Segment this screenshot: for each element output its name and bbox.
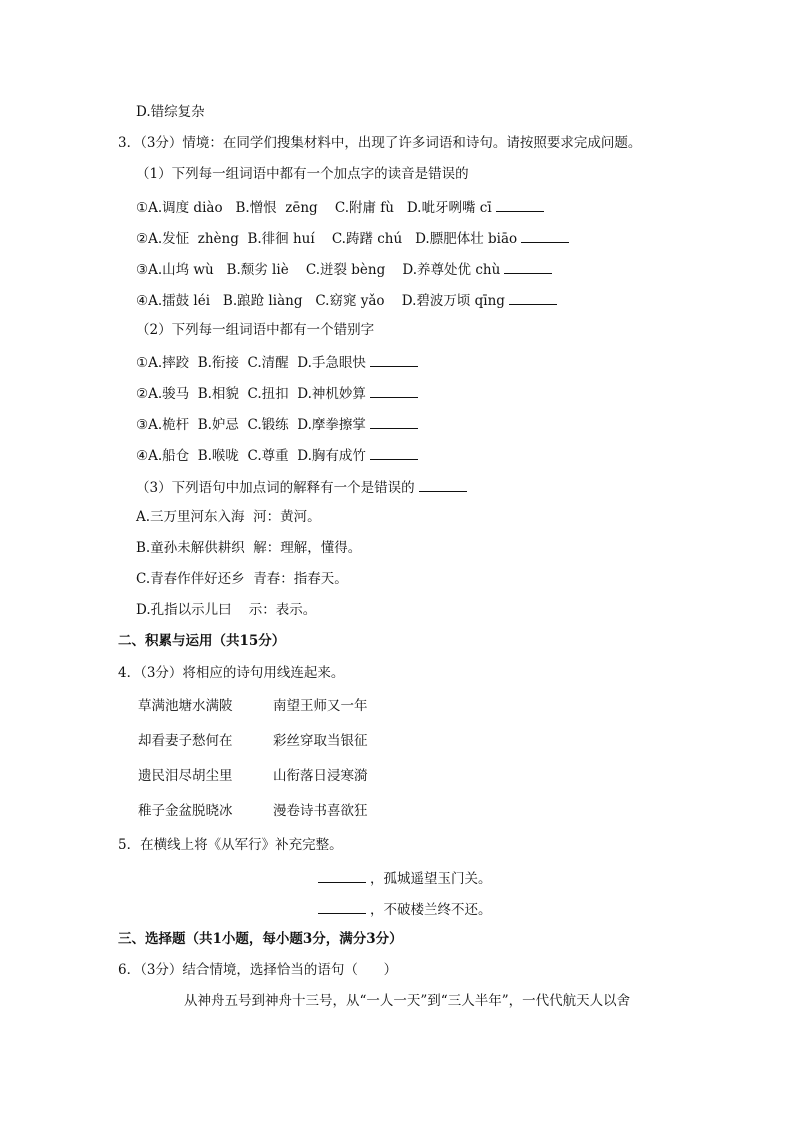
answer-blank[interactable]: [370, 414, 418, 429]
answer-blank[interactable]: [521, 228, 569, 243]
q5-line-1: ，孤城遥望玉门关。: [318, 868, 492, 888]
q4-left-3[interactable]: 遗民泪尽胡尘里: [138, 768, 233, 784]
answer-blank[interactable]: [504, 259, 552, 274]
q3-part2-row3: ③A.桅杆 B.妒忌 C.锻练 D.摩拳擦掌: [136, 414, 418, 434]
q3-part3-option-d: D.孔指以示儿曰 示：表示。: [136, 602, 317, 618]
q4-left-4[interactable]: 稚子金盆脱晓冰: [138, 803, 233, 819]
answer-blank[interactable]: [318, 899, 366, 914]
q3-part1-row2: ②A.发怔 zhèng B.徘徊 huí C.踌躇 chú D.膘肥体壮 biāo: [136, 228, 569, 248]
answer-blank[interactable]: [419, 477, 467, 492]
answer-blank[interactable]: [370, 352, 418, 367]
q4-right-2[interactable]: 彩丝穿取当银征: [273, 733, 368, 749]
q3-part3-option-b: B.童孙未解供耕织 解：理解，懂得。: [136, 540, 362, 556]
q3-part2-row4: ④A.船仓 B.喉咙 C.尊重 D.胸有成竹: [136, 445, 418, 465]
q5-line-2: ，不破楼兰终不还。: [318, 899, 492, 919]
q3-part1-title: （1）下列每一组词语中都有一个加点字的读音是错误的: [136, 166, 469, 182]
answer-blank[interactable]: [370, 383, 418, 398]
question-6-stem: 6．（3分）结合情境，选择恰当的语句（ ）: [118, 962, 398, 978]
q3-part3-title: （3）下列语句中加点词的解释有一个是错误的: [136, 477, 467, 497]
section-2-heading: 二、积累与运用（共15分）: [118, 633, 286, 649]
q3-part1-row1: ①A.调度 diào B.憎恨 zēng C.附庸 fù D.呲牙咧嘴 cī: [136, 197, 544, 217]
answer-blank[interactable]: [318, 868, 366, 883]
q3-part2-row1: ①A.摔跤 B.衔接 C.清醒 D.手急眼快: [136, 352, 418, 372]
q4-left-1[interactable]: 草满池塘水满陂: [138, 698, 233, 714]
answer-blank[interactable]: [509, 290, 557, 305]
q3-part1-row3: ③A.山坞 wù B.颓劣 liè C.迸裂 bèng D.养尊处优 chù: [136, 259, 552, 279]
q4-right-1[interactable]: 南望王师又一年: [273, 698, 368, 714]
answer-blank[interactable]: [370, 445, 418, 460]
q3-part2-row2: ②A.骏马 B.相貌 C.扭扣 D.神机妙算: [136, 383, 418, 403]
question-4-stem: 4．（3分）将相应的诗句用线连起来。: [118, 665, 345, 681]
q3-part3-option-c: C.青春作伴好还乡 青春：指春天。: [136, 571, 348, 587]
q3-part3-option-a: A.三万里河东入海 河：黄河。: [136, 509, 321, 525]
question-5-stem: 5．在横线上将《从军行》补充完整。: [118, 837, 343, 853]
q4-left-2[interactable]: 却看妻子愁何在: [138, 733, 233, 749]
q4-right-3[interactable]: 山衔落日浸寒漪: [273, 768, 368, 784]
q3-part2-title: （2）下列每一组词语中都有一个错别字: [136, 322, 375, 338]
section-3-heading: 三、选择题（共1小题，每小题3分，满分3分）: [118, 931, 403, 947]
q3-part1-row4: ④A.擂鼓 léi B.踉跄 liàng C.窈窕 yǎo D.碧波万顷 qīng: [136, 290, 557, 310]
q2-option-d: D.错综复杂: [136, 104, 205, 120]
question-3-stem: 3．（3分）情境：在同学们搜集材料中，出现了许多词语和诗句。请按照要求完成问题。: [118, 135, 642, 151]
q6-passage: 从神舟五号到神舟十三号，从“一人一天”到“三人半年”，一代代航天人以舍: [184, 993, 631, 1009]
q4-right-4[interactable]: 漫卷诗书喜欲狂: [273, 803, 368, 819]
answer-blank[interactable]: [496, 197, 544, 212]
